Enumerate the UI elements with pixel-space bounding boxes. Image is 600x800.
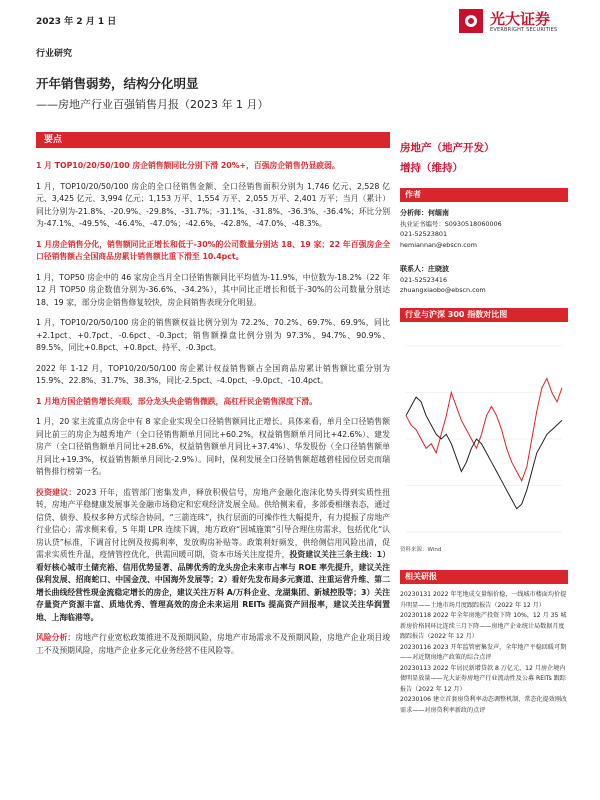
analyst-1 — [400, 208, 502, 250]
related-report-item[interactable]: 20230131 2022 年宅地成交量缩价稳，一线城市楼面均价提升明显——土地市场月度跟踪报告（2022 年 12 月） — [400, 591, 567, 609]
paragraph-lead: 投资建议： — [36, 487, 77, 497]
rating-label: 增持（维持） — [400, 162, 463, 174]
paragraph-text: 房地产行业宽松政策推进不及预期风险，房地产市场需求不及预期风险，房地产企业项目竣工不及预期风险，房地产企业多元化业务经营不佳风险等。 — [36, 633, 390, 655]
author-header: 作者 — [400, 188, 568, 202]
analyst-2-line: 联系人：庄晓波 — [400, 265, 449, 273]
paragraph-text: 1 月地方国企销售增长亮眼，部分龙头央企销售微跌，高杠杆民企销售深度下滑。 — [36, 396, 318, 406]
related-header: 相关研报 — [400, 570, 568, 584]
body-paragraph — [36, 181, 390, 231]
highlight-paragraph — [36, 239, 390, 264]
main-body — [36, 160, 390, 665]
paragraph-text: 1 月，TOP10/20/50/100 房企的销售额权益比例分别为 72.2%、70.2%、69.7%、69.9%，同比+2.1pct、+0.7pct、-0.6pct、-0.3pct；销售额操盘比例分别为 97.3%、94.7%、90.9%、89.5%，同比+0.8pct、+0.8pct、持平、-0.3pct。 — [36, 318, 390, 352]
paragraph-text: 1 月房企销售分化，销售额同比正增长和低于-30%的公司数量分别达 18、19 家；22 年百强房企全口径销售额占全国商品房累计销售额比重下滑至 10.4pct。 — [36, 239, 390, 261]
brand-name: 光大证券 — [490, 10, 551, 28]
body-paragraph — [36, 416, 390, 479]
paragraph-text: 2023 开年，监管部门密集发声，释放积极信号，房地产金融化泡沫化势头得到实质性扭转，房地产平稳健康发展事关金融市场稳定和宏观经济发展全局。供给侧来看，多部委相继表态，通过信贷、债券、股权多种方式综合协同，“三箭连珠”，执行层面的可操作性大幅提升，有力提振了房地产行业信心；需求侧来看，5 年期 LPR 连续下调，地方政府“因城施策”引导合理住房需求，包括优化“认房认贷”标准，下调首付比例及按揭利率，发放购房补贴等。政策利好频发，供给侧信用风险出清，促需求实质性升温，疫情管控优化，供需回暖可期，资本市场关注度提升， — [36, 487, 390, 559]
report-title: 开年销售弱势，结构分化明显 — [36, 76, 199, 91]
paragraph-text: 1 月，20 家主流重点房企中有 8 家企业实现全口径销售额同比正增长。具体来看，单月全口径销售额同比前三的房企为越秀地产（全口径销售额单月同比+60.2%，权益销售额单月同比+42.6%）、建发房产（全口径销售额单月同比+28.6%，权益销售额单月同比+37.4%）、华发股份（全口径销售额单月同比+19.3%，权益销售额单月同比-2.9%）。同时，保利发展全口径销售额超越碧桂园位居克而瑞销售排行榜第一名。 — [36, 417, 390, 476]
related-report-item[interactable]: 20230116 2023 开年监管密集发声，全年地产平稳回暖可期——对近期房地产政策的综合点评 — [400, 643, 567, 661]
paragraph-text: 1 月，TOP10/20/50/100 房企的全口径销售金额、全口径销售面积分别为 1,746 亿元、2,528 亿元、3,425 亿元、3,994 亿元；1,153 万平、1,554 万平、2,055 万平、2,401 万平；当月（累计）同比分别为-21.8%、-20.9%、-29.8%、-31.7%；-31.1%、-31.8%、-36.3%、-36.4%；环比分别为-47.1%、-49.5%、-46.4%、-47.0%；-42.6%、-42.8%、-47.0%、-48.3%。 — [36, 181, 390, 228]
body-paragraph — [36, 363, 390, 388]
index-chart — [400, 336, 568, 548]
rating-block — [400, 138, 495, 178]
section-header — [36, 132, 390, 148]
section-label: 要点 — [44, 135, 63, 145]
related-report-item[interactable]: 20230113 2022 年居民新增贷款 8 万亿元，12 月房企境内债明显放量——光大证券房地产行业流动性及公募 REITs 跟踪报告（2022 年 12 月） — [400, 664, 566, 693]
analyst-2 — [400, 264, 486, 296]
paragraph-text: 2022 年 1-12 月，TOP10/20/50/100 房企累计权益销售额占全国商品房累计销售额比重分别为 15.9%、22.8%、31.7%、38.3%，同比-2.5pct、-4.0pct、-9.0pct、-10.4pct。 — [36, 363, 390, 385]
analyst-1-line: hemiannan@ebscn.com — [400, 240, 477, 249]
report-subtitle: ——房地产行业百强销售月报（2023 年 1 月） — [36, 98, 269, 111]
body-paragraph — [36, 317, 390, 355]
highlight-paragraph — [36, 396, 390, 409]
analyst-1-line: 021-52523801 — [400, 230, 448, 238]
paragraph-text: 1 月 TOP10/20/50/100 房企销售额同比分别下滑 20%+，百强房企销售仍显疲弱。 — [36, 161, 340, 170]
chart-source: 资料来源：Wind — [400, 547, 442, 553]
body-paragraph — [36, 487, 390, 625]
brand-logo-icon — [458, 8, 484, 34]
body-paragraph — [36, 272, 390, 310]
analyst-2-line: zhuangxiaobo@ebscn.com — [400, 286, 486, 294]
paragraph-emphasis: 投资建议关注三条主线：1）看好核心城市土储充裕、信用优势显著、品牌优秀的龙头房企未来市占率与 ROE 率先提升，建议关注保利发展、招商蛇口、中国金茂、中国海外发展等；2）看好先发布局多元赛道、注重运营升维、第二增长曲线经营性现金流稳定增长的房企，建议关注万科 A/万科企业、龙湖集团、新城控股等；3）关注存量资产资源丰富、质地优秀、管理高效的房企未来运用 REITs 提高资产回报率，建议关注华润置地、上海临港等。 — [36, 550, 390, 622]
body-paragraph — [36, 632, 390, 657]
related-list — [400, 590, 568, 716]
industry-label: 房地产（地产开发） — [400, 142, 495, 154]
analyst-2-line: 021-52523416 — [400, 275, 448, 284]
highlight-paragraph — [36, 160, 390, 173]
paragraph-text: 1 月，TOP50 房企中的 46 家房企当月全口径销售额同比平均值为-11.9%，中位数为-18.2%（22 年 12 月 TOP50 房企数值分别为-36.6%、-34.2%），其中同比正增长和低于-30%的公司数量分别达 18、19 家，部分房企销售修复较快，房企间销售表现分化明显。 — [36, 272, 390, 307]
report-date: 2023 年 2 月 1 日 — [36, 17, 117, 27]
related-report-item[interactable]: 20230118 2022 年全年房地产投资下降 10%，12 月 35 城新房价格同环比连续三月下降——房地产企业统计局数据月度跟踪报告（2022 年 12 月） — [400, 612, 567, 640]
related-report-item[interactable]: 20230106 建立首套房贷利率动态调整机制，常态化提效刚改需求——对房贷利率新政的点评 — [400, 696, 568, 714]
analyst-1-line: 分析师：何缅南 — [400, 209, 449, 217]
chart-header: 行业与沪深 300 指数对比图 — [400, 308, 568, 322]
brand-sub: EVERBRIGHT SECURITIES — [490, 27, 558, 33]
analyst-1-line: 执业证书编号：S0930518060006 — [400, 219, 502, 228]
report-category: 行业研究 — [36, 49, 73, 59]
paragraph-lead: 风险分析： — [36, 633, 76, 642]
